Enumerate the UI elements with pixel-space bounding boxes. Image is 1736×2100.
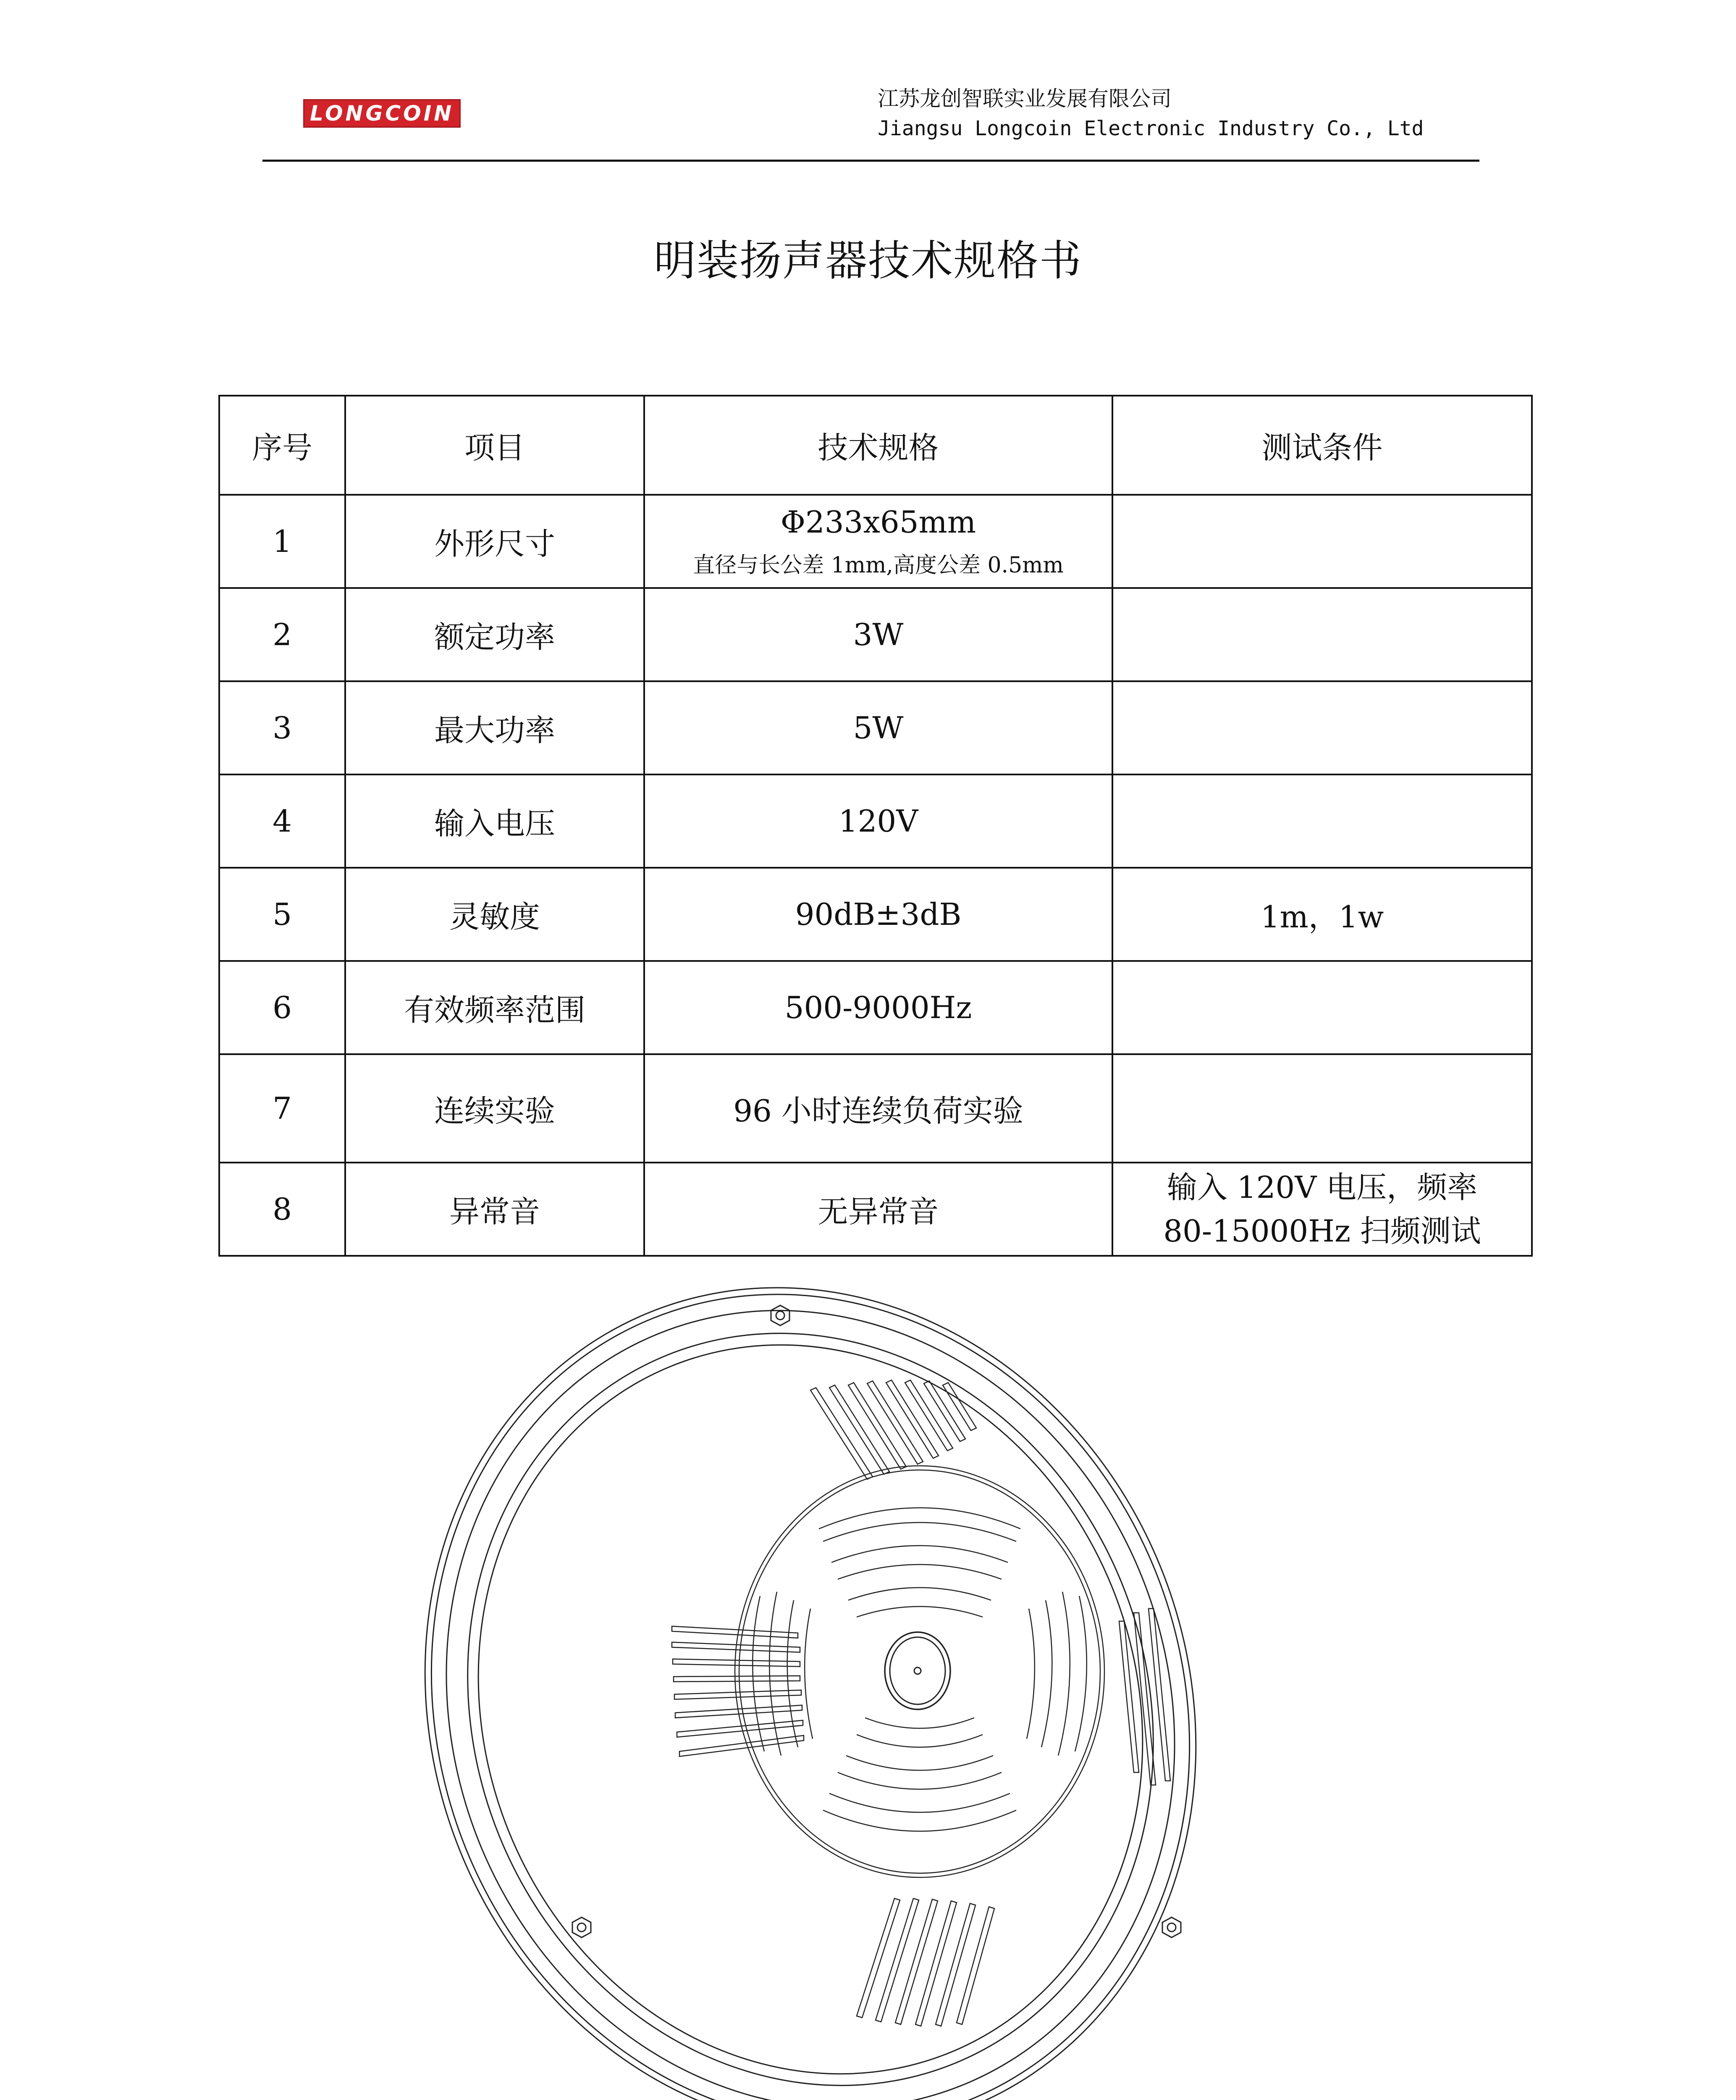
row-item: 连续实验 [345, 1054, 644, 1163]
row-item: 有效频率范围 [345, 961, 644, 1054]
table-row [219, 868, 1532, 961]
spec-table [218, 395, 1533, 1257]
header-item: 项目 [345, 396, 644, 495]
table-row [219, 588, 1532, 681]
row-no: 6 [219, 961, 345, 1054]
row-spec: 96 小时连续负荷实验 [644, 1054, 1112, 1163]
row-item: 异常音 [345, 1163, 644, 1256]
condition-line-2: 80-15000Hz 扫频测试 [1163, 1213, 1481, 1249]
row-item: 灵敏度 [345, 868, 644, 961]
table-row [219, 681, 1532, 774]
header-rule [262, 160, 1479, 162]
row-spec: 3W [644, 588, 1112, 681]
row-no: 2 [219, 588, 345, 681]
row-spec: 500-9000Hz [644, 961, 1112, 1054]
row-spec: 无异常音 [644, 1163, 1112, 1256]
row-item: 输入电压 [345, 774, 644, 868]
document-title: 明装扬声器技术规格书 [654, 236, 1082, 285]
company-name-cn: 江苏龙创智联实业发展有限公司 [878, 87, 1172, 111]
row-spec: 5W [644, 681, 1112, 774]
row-spec: 120V [644, 774, 1112, 868]
company-name-en: Jiangsu Longcoin Electronic Industry Co., Ltd [878, 117, 1424, 140]
company-logo: LONGCOIN [303, 99, 461, 128]
row-condition: 1m，1w [1112, 868, 1532, 961]
row-no: 4 [219, 774, 345, 868]
table-header-row [219, 396, 1532, 495]
row-spec [644, 495, 1112, 588]
row-no: 3 [219, 681, 345, 774]
row-no: 7 [219, 1054, 345, 1163]
row-no: 1 [219, 495, 345, 588]
row-no: 8 [219, 1163, 345, 1256]
row-no: 5 [219, 868, 345, 961]
table-row [219, 774, 1532, 868]
row-condition [1112, 1163, 1532, 1256]
row-condition [1112, 495, 1532, 588]
table-row [219, 961, 1532, 1054]
header-no: 序号 [219, 396, 345, 495]
spec-note: 直径与长公差 1mm,高度公差 0.5mm [693, 552, 1064, 578]
header-spec: 技术规格 [644, 396, 1112, 495]
header-condition: 测试条件 [1112, 396, 1532, 495]
row-item: 外形尺寸 [345, 495, 644, 588]
row-spec: 90dB±3dB [644, 868, 1112, 961]
row-item: 最大功率 [345, 681, 644, 774]
condition-line-1: 输入 120V 电压，频率 [1167, 1170, 1478, 1205]
table-row [219, 1054, 1532, 1163]
row-condition [1112, 681, 1532, 774]
speaker-grille-line-drawing-icon [420, 1268, 1226, 2100]
row-condition [1112, 774, 1532, 868]
row-condition [1112, 1054, 1532, 1163]
row-condition [1112, 588, 1532, 681]
table-row [219, 1163, 1532, 1256]
table-row [219, 495, 1532, 588]
row-condition [1112, 961, 1532, 1054]
spec-value: Φ233x65mm [780, 504, 976, 540]
row-item: 额定功率 [345, 588, 644, 681]
